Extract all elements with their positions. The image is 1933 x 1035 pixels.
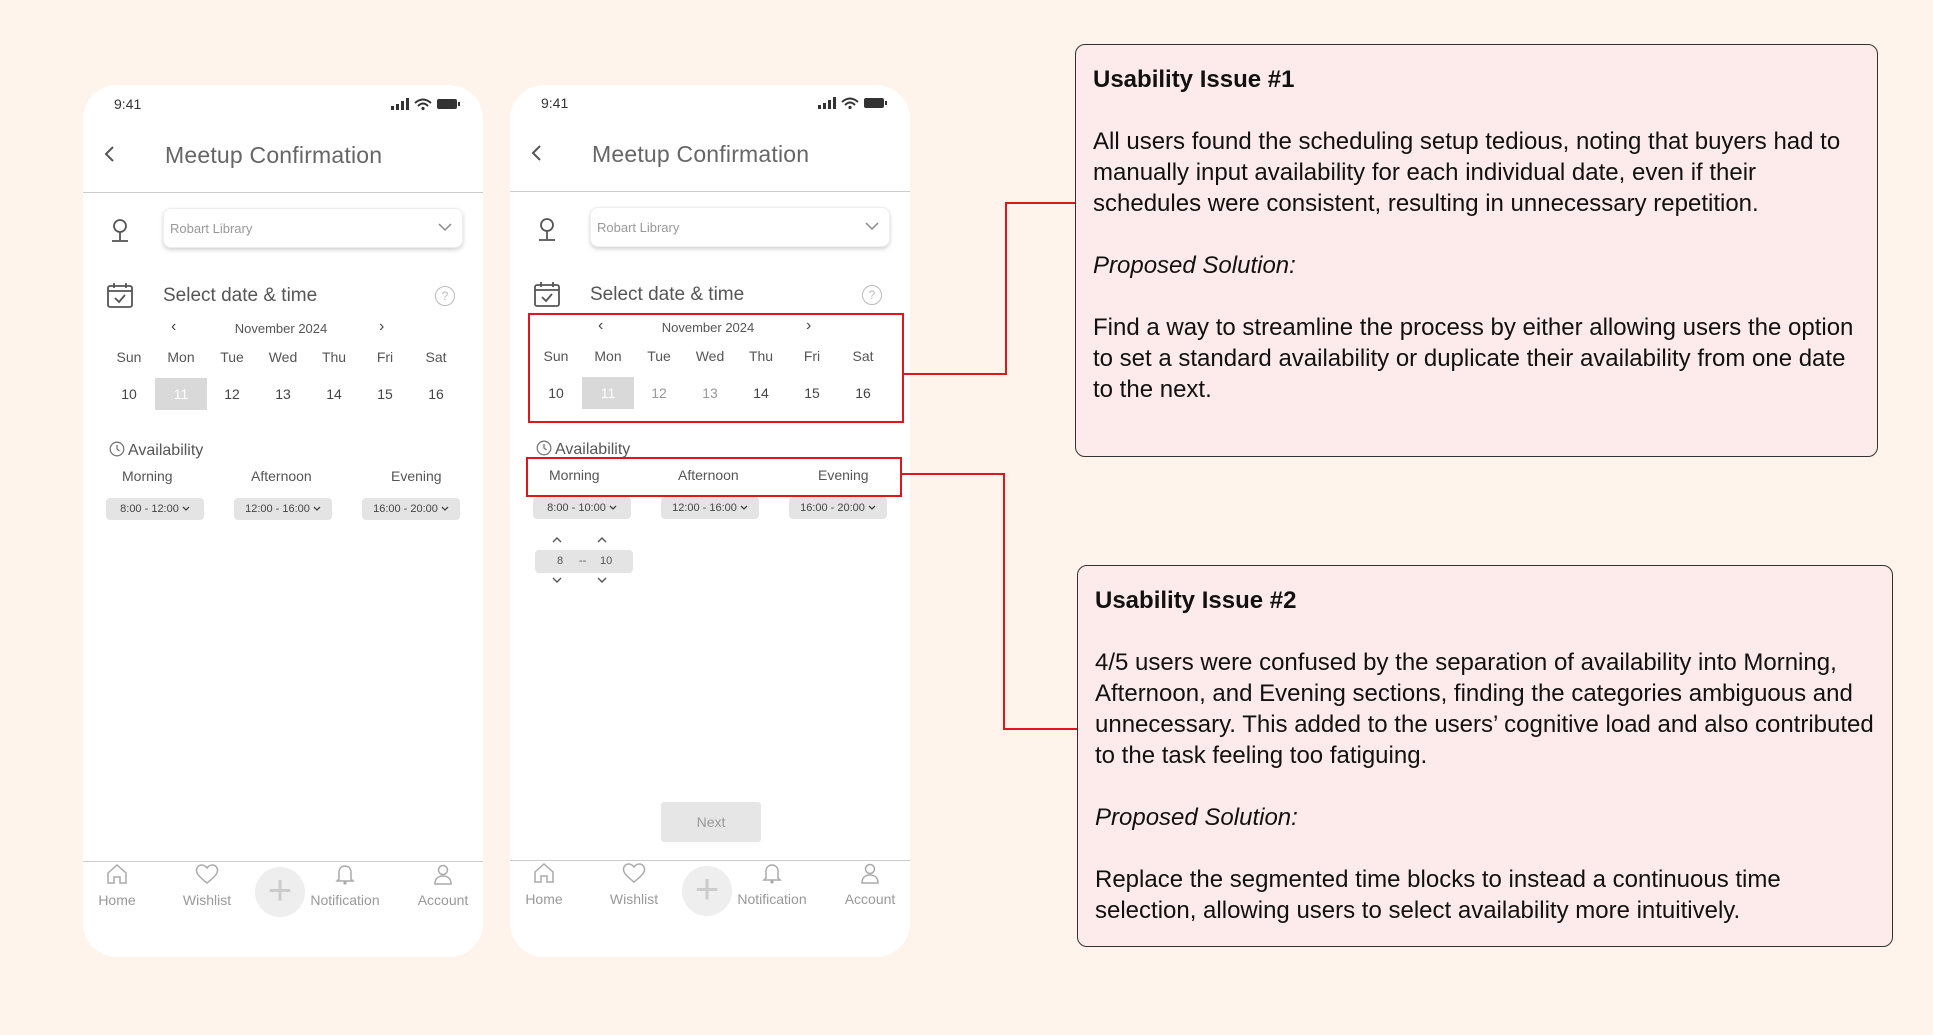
status-bar-icons — [391, 97, 461, 111]
location-select[interactable] — [163, 208, 463, 248]
evening-time-dropdown[interactable] — [362, 498, 460, 520]
user-icon — [859, 862, 881, 884]
proposed-solution-text: Replace the segmented time blocks to instead a continuous time selection, allowing users to select availability more intuitively. — [1095, 866, 1781, 924]
hour-down-icon[interactable] — [552, 576, 562, 584]
proposed-solution-text: Find a way to streamline the process by either allowing users the option to set a standard availability or duplicate their availability from one date to the next. — [1093, 314, 1854, 403]
select-date-time-title: Select date & time — [590, 284, 745, 305]
period-afternoon: Afternoon — [678, 467, 739, 483]
next-month-icon[interactable]: › — [806, 317, 812, 334]
dropdown-value: 16:00 - 20:00 — [373, 503, 438, 515]
weekday-label: Tue — [220, 349, 244, 365]
divider — [510, 191, 910, 192]
clock-icon — [536, 440, 552, 456]
connector-line — [1005, 202, 1076, 204]
usability-issue-card-2 — [1077, 565, 1893, 947]
usability-issue-card-1 — [1075, 44, 1878, 457]
add-fab-button[interactable] — [682, 866, 732, 916]
status-time: 9:41 — [541, 95, 569, 111]
nav-label: Home — [98, 892, 136, 908]
dropdown-value: 12:00 - 16:00 — [672, 502, 737, 514]
hour-up-icon[interactable] — [552, 536, 562, 544]
nav-label: Wishlist — [609, 891, 659, 907]
month-label: November 2024 — [661, 320, 755, 335]
home-icon — [105, 863, 129, 885]
calendar-day[interactable]: 13 — [275, 386, 291, 402]
nav-label: Account — [844, 891, 896, 907]
chevron-down-icon — [865, 221, 879, 231]
nav-home[interactable] — [510, 862, 589, 907]
weekday-label: Wed — [268, 349, 298, 365]
weekday-label: Tue — [647, 348, 671, 364]
calendar-day-selected[interactable]: 11 — [582, 377, 634, 409]
calendar-day[interactable]: 12 — [651, 385, 667, 401]
nav-label: Wishlist — [182, 892, 232, 908]
next-button[interactable]: Next — [661, 802, 761, 842]
period-evening: Evening — [818, 467, 869, 483]
chevron-down-icon — [182, 506, 190, 512]
select-date-time-title: Select date & time — [163, 285, 318, 306]
morning-time-dropdown[interactable] — [106, 498, 204, 520]
nav-wishlist[interactable] — [162, 863, 252, 908]
page-title: Meetup Confirmation — [592, 141, 810, 167]
calendar-day[interactable]: 15 — [377, 386, 393, 402]
bell-icon — [761, 862, 783, 884]
proposed-solution-label: Proposed Solution: — [1095, 804, 1298, 831]
weekday-label: Fri — [803, 348, 821, 364]
issue-heading: Usability Issue #2 — [1095, 587, 1297, 614]
heart-icon — [194, 863, 220, 885]
connector-line — [1003, 728, 1078, 730]
location-select-value: Robart Library — [170, 221, 253, 236]
end-hour-value: 10 — [600, 555, 613, 567]
nav-notification[interactable] — [300, 863, 390, 908]
status-bar-icons — [818, 96, 888, 110]
chevron-down-icon — [868, 505, 876, 511]
weekday-label: Sun — [543, 348, 569, 364]
chevron-down-icon — [740, 505, 748, 511]
connector-line — [902, 473, 1005, 475]
afternoon-time-dropdown[interactable] — [234, 498, 332, 520]
start-hour-value: 8 — [557, 555, 564, 567]
dropdown-value: 12:00 - 16:00 — [245, 503, 310, 515]
plus-icon: + — [694, 865, 720, 912]
divider — [510, 860, 910, 861]
chevron-down-icon — [609, 505, 617, 511]
add-fab-button[interactable] — [255, 867, 305, 917]
chevron-down-icon — [438, 222, 452, 232]
calendar-check-icon — [107, 282, 133, 308]
weekday-label: Sun — [116, 349, 142, 365]
location-select-value: Robart Library — [597, 220, 680, 235]
period-afternoon: Afternoon — [251, 468, 312, 484]
dropdown-value: 8:00 - 10:00 — [547, 502, 606, 514]
bell-icon — [334, 863, 356, 885]
help-icon[interactable]: ? — [435, 286, 455, 306]
calendar-day[interactable]: 13 — [702, 385, 718, 401]
chevron-down-icon — [441, 506, 449, 512]
nav-wishlist[interactable] — [589, 862, 679, 907]
nav-home[interactable] — [83, 863, 162, 908]
nav-label: Account — [417, 892, 469, 908]
phone-screen-highlighted — [510, 85, 910, 957]
weekday-label: Fri — [376, 349, 394, 365]
user-icon — [432, 863, 454, 885]
dropdown-value: 16:00 - 20:00 — [800, 502, 865, 514]
heart-icon — [621, 862, 647, 884]
phone-screen-original — [83, 85, 483, 957]
weekday-label: Thu — [748, 348, 774, 364]
highlight-calendar — [528, 313, 904, 423]
dropdown-value: 8:00 - 12:00 — [120, 503, 179, 515]
calendar-day[interactable]: 16 — [428, 386, 444, 402]
location-pin-icon — [536, 217, 558, 243]
period-evening: Evening — [391, 468, 442, 484]
divider — [83, 192, 483, 193]
afternoon-time-dropdown[interactable] — [661, 497, 759, 519]
hour-down-icon[interactable] — [597, 576, 607, 584]
nav-account[interactable] — [398, 863, 483, 908]
weekday-label: Sat — [425, 349, 447, 365]
location-select[interactable] — [590, 207, 890, 247]
weekday-label: Sat — [852, 348, 874, 364]
plus-icon: + — [267, 866, 293, 913]
evening-time-dropdown[interactable] — [789, 497, 887, 519]
calendar-day[interactable]: 16 — [855, 385, 871, 401]
calendar-day[interactable]: 14 — [753, 385, 769, 401]
back-chevron-icon[interactable] — [526, 142, 548, 164]
month-label: November 2024 — [234, 321, 328, 336]
proposed-solution-label: Proposed Solution: — [1093, 252, 1296, 279]
weekday-label: Mon — [167, 349, 195, 365]
chevron-down-icon — [313, 506, 321, 512]
availability-label: Availability — [555, 441, 631, 458]
issue-heading: Usability Issue #1 — [1093, 66, 1295, 93]
clock-icon — [109, 441, 125, 457]
nav-account[interactable] — [825, 862, 910, 907]
period-morning: Morning — [122, 468, 173, 484]
help-icon[interactable]: ? — [862, 285, 882, 305]
divider — [83, 861, 483, 862]
nav-label: Home — [525, 891, 563, 907]
page-title: Meetup Confirmation — [165, 142, 383, 168]
connector-line — [904, 373, 1007, 375]
nav-label: Notification — [310, 892, 380, 908]
prev-month-icon[interactable]: ‹ — [598, 317, 604, 334]
weekday-label: Mon — [594, 348, 622, 364]
hour-up-icon[interactable] — [597, 536, 607, 544]
issue-body: 4/5 users were confused by the separation of availability into Morning, Afternoon, and Evening sections, finding the categories ambiguous and unnecessary. This added to the users’ cognitive load and also contributed to the task feeling too fatiguing. — [1095, 649, 1874, 769]
connector-line — [1003, 473, 1005, 730]
nav-notification[interactable] — [727, 862, 817, 907]
location-pin-icon — [109, 218, 131, 244]
calendar-day-selected[interactable]: 11 — [155, 378, 207, 410]
calendar-day[interactable]: 10 — [548, 385, 564, 401]
period-morning: Morning — [549, 467, 600, 483]
weekday-label: Wed — [695, 348, 725, 364]
range-separator: -- — [579, 555, 587, 567]
calendar-day[interactable]: 15 — [804, 385, 820, 401]
calendar-day[interactable]: 10 — [121, 386, 137, 402]
status-time: 9:41 — [114, 96, 142, 112]
calendar-check-icon — [534, 281, 560, 307]
home-icon — [532, 862, 556, 884]
time-range-stepper[interactable] — [535, 550, 633, 573]
nav-label: Notification — [737, 891, 807, 907]
issue-body: All users found the scheduling setup tedious, noting that buyers had to manually input availability for each individual date, even if their schedules were consistent, resulting in unnecessary repetition. — [1093, 128, 1841, 217]
weekday-label: Thu — [321, 349, 347, 365]
calendar-day[interactable]: 12 — [224, 386, 240, 402]
highlight-periods — [526, 457, 902, 497]
availability-label: Availability — [128, 442, 204, 459]
morning-time-dropdown[interactable] — [533, 497, 631, 519]
prev-month-icon[interactable]: ‹ — [171, 318, 177, 335]
back-chevron-icon[interactable] — [99, 143, 121, 165]
connector-line — [1005, 202, 1007, 375]
calendar-day[interactable]: 14 — [326, 386, 342, 402]
next-month-icon[interactable]: › — [379, 318, 385, 335]
